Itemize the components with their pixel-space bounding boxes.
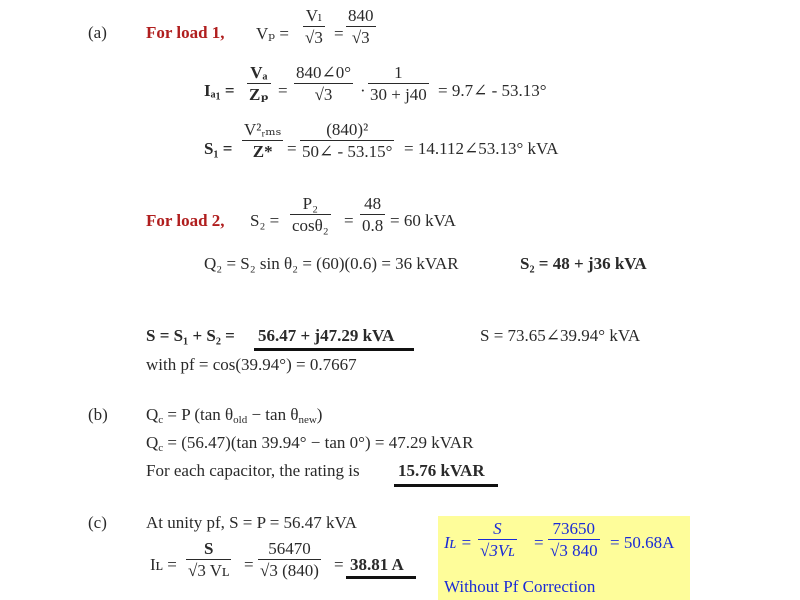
rating-value: 15.76 kVAR (398, 461, 485, 480)
s1-equals: = (287, 139, 297, 158)
vp-fraction-1: $\frac{\text{Vₗ}}{√3}$ (305, 6, 323, 47)
vp-equals: = (334, 24, 344, 43)
ia1-fraction-3: $\frac{1}{30 + j40}$ (370, 63, 427, 104)
s2-equals: = (344, 211, 354, 230)
s1-fraction-2: $\frac{\text{(840)²}}{50\angle - 53.15^\circ}$ (302, 120, 393, 161)
qc-formula: $Q_c = P$ (tan $\theta_{old} - \tan \theta_{new}$) (146, 405, 323, 426)
vp-fraction-2: $\frac{840}{√3}$ (348, 6, 374, 47)
il-underline (346, 576, 416, 579)
rating-underline (394, 484, 498, 487)
il-equals: = (244, 555, 254, 574)
hl-result: = 50.68A (610, 533, 675, 552)
s2-lhs: S₂ = (250, 211, 280, 230)
il-value: 38.81 A (350, 555, 404, 574)
hl-fraction-1: $\frac{S}{\text{√3Vʟ}}$ (480, 519, 515, 560)
s-polar: S = 73.65∠39.94° kVA (480, 326, 641, 345)
hl-equals: = (534, 533, 544, 552)
s2-complex: S₂ = 48 + j36 kVA (520, 254, 647, 273)
ia1-dot: · (360, 81, 366, 100)
s1-lhs: S₁ = (204, 139, 233, 158)
il-result-equals: = (334, 555, 344, 574)
s-sum-underline (254, 348, 414, 351)
ia1-fraction-1: $\frac{\text{Vₐ}}{\text{Zₚ}}$ (249, 63, 269, 104)
hl-lhs: Iʟ = (444, 533, 473, 552)
s2-fraction-2: $\frac{48}{0.8}$ (362, 194, 384, 235)
ia1-result: = 9.7∠ - 53.13° (438, 81, 547, 100)
hl-caption: Without Pf Correction (444, 577, 596, 596)
il-lhs: Iʟ = (150, 555, 177, 574)
s2-result: = 60 kVA (390, 211, 456, 230)
ia1-fraction-2: $\frac{840\angle 0^\circ}{√3}$ (296, 63, 352, 104)
hl-fraction-2: $\frac{73650}{√3 840}$ (550, 519, 598, 560)
s-sum-lhs: S = S₁ + S₂ = (146, 326, 235, 345)
load1-heading: For load 1, (146, 23, 225, 42)
ia1-equals: = (278, 81, 288, 100)
s-sum-result: 56.47 + j47.29 kVA (258, 326, 395, 345)
uncorrected-current-box (438, 516, 690, 600)
il-fraction-2: $\frac{56470}{√3 (840)}$ (260, 539, 319, 580)
rating-text: For each capacitor, the rating is (146, 461, 360, 480)
ia1-lhs: Iₐ₁ = (204, 81, 235, 100)
part-a-label: (a) (88, 23, 107, 42)
load2-heading: For load 2, (146, 211, 225, 230)
il-fraction-1: $\frac{S}{\text{√3 Vʟ}}$ (188, 539, 230, 580)
q2-line: Q₂ = S₂ sin θ₂ = (60)(0.6) = 36 kVAR (204, 254, 459, 273)
vp-lhs: Vₚ = (256, 24, 289, 43)
unity-pf-line: At unity pf, S = P = 56.47 kVA (146, 513, 357, 532)
part-b-label: (b) (88, 405, 108, 424)
s2-fraction-1: $\frac{\text{P₂}}{\text{cosθ₂}}$ (292, 194, 329, 235)
qc-calculation: $Q_c = (56.47)(\tan$ 39.94° − tan 0°) = 47.29 kVAR (146, 433, 474, 454)
s1-result: = 14.112∠53.13° kVA (404, 139, 559, 158)
s1-fraction-1: V²ᵣₘₛ Z* (244, 120, 282, 161)
part-c-label: (c) (88, 513, 107, 532)
pf-line: with pf = cos(39.94°) = 0.7667 (146, 355, 357, 374)
